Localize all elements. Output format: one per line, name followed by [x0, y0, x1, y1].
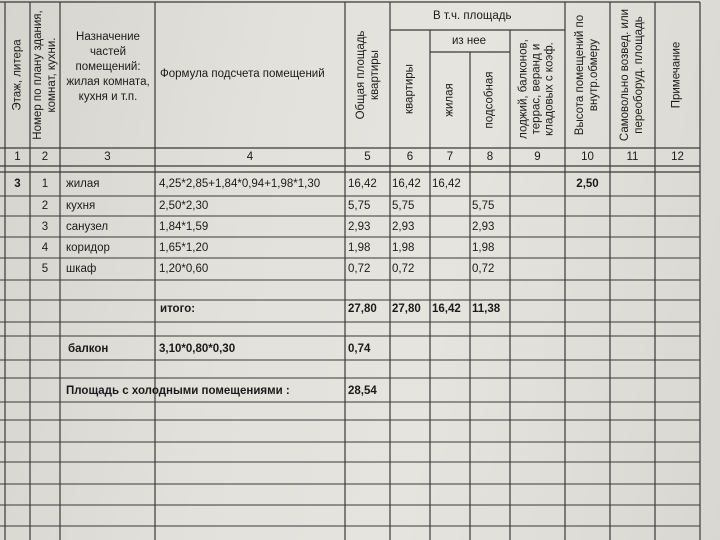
room-name: шкаф — [66, 263, 97, 275]
room-formula: 4,25*2,85+1,84*0,94+1,98*1,30 — [159, 178, 321, 190]
room-apartment-area: 16,42 — [392, 178, 421, 190]
room-formula: 2,50*2,30 — [159, 200, 209, 212]
room-total-area: 5,75 — [348, 200, 371, 212]
room-aux-area: 1,98 — [472, 242, 495, 254]
room-aux-area: 2,93 — [472, 221, 495, 233]
header-auxiliary: подсобная — [483, 71, 496, 129]
header-room-number: Номер по плану здания, комнат, кухни. — [32, 10, 58, 140]
room-number: 2 — [41, 200, 49, 212]
room-total-area: 1,98 — [348, 242, 371, 254]
col-number: 10 — [581, 151, 594, 163]
col-number: 5 — [364, 151, 371, 163]
col-number: 8 — [486, 151, 494, 163]
header-of-which: из нее — [452, 35, 487, 47]
header-purpose: Назначение частей помещений: жилая комната, кухня и т.п. — [66, 31, 150, 103]
room-number: 1 — [41, 178, 49, 190]
room-formula: 1,84*1,59 — [159, 221, 209, 233]
header-total-area: Общая площадь квартиры — [355, 30, 381, 120]
floor-number: 3 — [14, 178, 21, 190]
header-group-area: В т.ч. площадь — [433, 10, 512, 22]
room-apartment-area: 1,98 — [392, 242, 415, 254]
header-living: жилая — [443, 83, 456, 117]
room-name: коридор — [66, 242, 110, 254]
totals-apartment-area: 27,80 — [392, 303, 421, 315]
cold-area-label: Площадь с холодными помещениями : — [66, 385, 290, 397]
col-number: 12 — [671, 151, 684, 163]
totals-label: итого: — [160, 303, 196, 315]
room-aux-area: 5,75 — [472, 200, 495, 212]
room-aux-area: 0,72 — [472, 263, 495, 275]
room-total-area: 2,93 — [348, 221, 371, 233]
room-number: 3 — [41, 221, 49, 233]
room-number: 5 — [41, 263, 49, 275]
col-number: 4 — [246, 151, 254, 163]
col-number: 7 — [446, 151, 454, 163]
col-number: 2 — [41, 151, 49, 163]
room-total-area: 0,72 — [348, 263, 371, 275]
header-apartment: квартиры — [403, 64, 416, 114]
header-note: Примечание — [670, 41, 683, 109]
totals-total-area: 27,80 — [348, 303, 377, 315]
room-formula: 1,65*1,20 — [159, 242, 209, 254]
header-unauthorized-area: Самовольно возвед. или переоборуд. площадь — [619, 8, 645, 142]
room-number: 4 — [41, 242, 49, 254]
room-living-area: 16,42 — [432, 178, 461, 190]
header-room-height: Высота помещений по внутр.обмеру — [574, 14, 600, 136]
col-number: 6 — [406, 151, 414, 163]
header-balconies: лоджий, балконов, террас, веранд и кладовых с коэф. — [517, 39, 556, 139]
col-number: 9 — [534, 151, 541, 163]
balcony-label: балкон — [68, 343, 109, 355]
totals-aux-area: 11,38 — [472, 303, 501, 315]
room-name: кухня — [66, 200, 96, 212]
room-name: жилая — [66, 178, 100, 190]
room-apartment-area: 2,93 — [392, 221, 415, 233]
header-formula: Формула подсчета помещений — [160, 68, 325, 80]
cold-area-total: 28,54 — [348, 385, 377, 397]
room-total-area: 16,42 — [348, 178, 377, 190]
room-formula: 1,20*0,60 — [159, 263, 209, 275]
room-height-value: 2,50 — [576, 178, 599, 190]
room-apartment-area: 5,75 — [392, 200, 415, 212]
room-apartment-area: 0,72 — [392, 263, 415, 275]
col-number: 1 — [14, 151, 21, 163]
room-name: санузел — [66, 221, 109, 233]
totals-living-area: 16,42 — [432, 303, 461, 315]
col-number: 11 — [626, 151, 639, 163]
col-number: 3 — [104, 151, 111, 163]
balcony-formula: 3,10*0,80*0,30 — [159, 343, 236, 355]
balcony-total-area: 0,74 — [348, 343, 371, 355]
header-floor: Этаж, литера — [11, 39, 24, 111]
